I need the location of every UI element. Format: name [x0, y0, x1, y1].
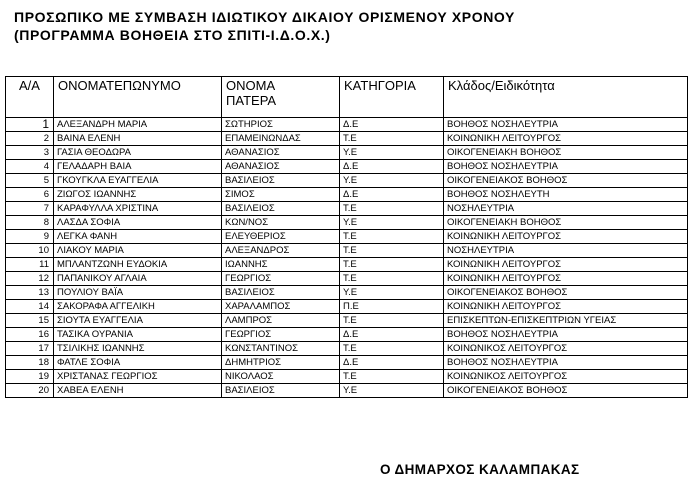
cell-name: ΧΑΒΕΑ ΕΛΕΝΗ: [54, 384, 222, 398]
cell-specialty: ΟΙΚΟΓΕΝΕΙΑΚΟΣ ΒΟΗΘΟΣ: [444, 174, 688, 188]
cell-father: ΚΩΝ/ΝΟΣ: [222, 216, 340, 230]
table-row: [6, 118, 688, 132]
cell-aa: 13: [6, 286, 54, 300]
cell-father: ΓΕΩΡΓΙΟΣ: [222, 328, 340, 342]
cell-father: ΣΩΤΗΡΙΟΣ: [222, 118, 340, 132]
cell-aa: 6: [6, 188, 54, 202]
cell-name: ΤΣΙΛΙΚΗΣ ΙΩΑΝΝΗΣ: [54, 342, 222, 356]
header-row: [6, 77, 688, 118]
cell-aa: 14: [6, 300, 54, 314]
cell-aa: 8: [6, 216, 54, 230]
cell-category: Υ.Ε: [340, 286, 444, 300]
cell-father: ΔΗΜΗΤΡΙΟΣ: [222, 356, 340, 370]
cell-aa: 15: [6, 314, 54, 328]
cell-category: Τ.Ε: [340, 370, 444, 384]
cell-category: Υ.Ε: [340, 384, 444, 398]
cell-specialty: ΚΟΙΝΩΝΙΚΟΣ ΛΕΙΤΟΥΡΓΟΣ: [444, 342, 688, 356]
cell-father: ΓΕΩΡΓΙΟΣ: [222, 272, 340, 286]
cell-specialty: ΚΟΙΝΩΝΙΚΗ ΛΕΙΤΟΥΡΓΟΣ: [444, 132, 688, 146]
header-father: [222, 77, 340, 118]
cell-category: Υ.Ε: [340, 146, 444, 160]
staff-table: [5, 76, 688, 398]
table-row: [6, 300, 688, 314]
header-aa: Α/Α: [6, 77, 54, 118]
header-father-line-2: ΠΑΤΕΡΑ: [226, 93, 277, 108]
cell-specialty: ΟΙΚΟΓΕΝΕΙΑΚΟΣ ΒΟΗΘΟΣ: [444, 286, 688, 300]
cell-name: ΧΡΙΣΤΑΝΑΣ ΓΕΩΡΓΙΟΣ: [54, 370, 222, 384]
table-row: [6, 384, 688, 398]
cell-name: ΠΑΠΑΝΙΚΟΥ ΑΓΛΑΙΑ: [54, 272, 222, 286]
cell-name: ΣΑΚΟΡΑΦΑ ΑΓΓΕΛΙΚΗ: [54, 300, 222, 314]
table-row: [6, 272, 688, 286]
table-row: [6, 342, 688, 356]
title-line-2: (ΠΡΟΓΡΑΜΜΑ ΒΟΗΘΕΙΑ ΣΤΟ ΣΠΙΤΙ-Ι.Δ.Ο.Χ.): [14, 27, 331, 43]
table-row: [6, 258, 688, 272]
cell-aa: 3: [6, 146, 54, 160]
table-row: [6, 244, 688, 258]
cell-father: ΑΘΑΝΑΣΙΟΣ: [222, 146, 340, 160]
cell-name: ΛΕΓΚΑ ΦΑΝΗ: [54, 230, 222, 244]
cell-aa: 9: [6, 230, 54, 244]
cell-father: ΑΘΑΝΑΣΙΟΣ: [222, 160, 340, 174]
cell-category: Τ.Ε: [340, 258, 444, 272]
cell-father: ΙΩΑΝΝΗΣ: [222, 258, 340, 272]
table-row: [6, 202, 688, 216]
cell-father: ΛΑΜΠΡΟΣ: [222, 314, 340, 328]
table-body: [6, 118, 688, 398]
cell-name: ΑΛΕΞΑΝΔΡΗ ΜΑΡΙΑ: [54, 118, 222, 132]
table-row: [6, 216, 688, 230]
cell-category: Δ.Ε: [340, 356, 444, 370]
table-row: [6, 230, 688, 244]
table-row: [6, 370, 688, 384]
cell-category: Τ.Ε: [340, 314, 444, 328]
cell-specialty: ΒΟΗΘΟΣ ΝΟΣΗΛΕΥΤΡΙΑ: [444, 160, 688, 174]
cell-category: Τ.Ε: [340, 342, 444, 356]
cell-category: Τ.Ε: [340, 202, 444, 216]
cell-specialty: ΚΟΙΝΩΝΙΚΗ ΛΕΙΤΟΥΡΓΟΣ: [444, 258, 688, 272]
cell-name: ΜΠΛΑΝΤΖΩΝΗ ΕΥΔΟΚΙΑ: [54, 258, 222, 272]
cell-specialty: ΕΠΙΣΚΕΠΤΩΝ-ΕΠΙΣΚΕΠΤΡΙΩΝ ΥΓΕΙΑΣ: [444, 314, 688, 328]
cell-specialty: ΒΟΗΘΟΣ ΝΟΣΗΛΕΥΤΡΙΑ: [444, 328, 688, 342]
cell-father: ΚΩΝΣΤΑΝΤΙΝΟΣ: [222, 342, 340, 356]
cell-name: ΒΑΙΝΑ ΕΛΕΝΗ: [54, 132, 222, 146]
mayor-signature-line: Ο ΔΗΜΑΡΧΟΣ ΚΑΛΑΜΠΑΚΑΣ: [380, 462, 580, 477]
cell-specialty: ΚΟΙΝΩΝΙΚΗ ΛΕΙΤΟΥΡΓΟΣ: [444, 300, 688, 314]
table-row: [6, 356, 688, 370]
cell-specialty: ΒΟΗΘΟΣ ΝΟΣΗΛΕΥΤΗ: [444, 188, 688, 202]
cell-aa: 11: [6, 258, 54, 272]
table-row: [6, 160, 688, 174]
cell-aa: 2: [6, 132, 54, 146]
cell-aa: 16: [6, 328, 54, 342]
cell-aa: 1: [6, 118, 54, 132]
cell-name: ΛΑΣΔΑ ΣΟΦΙΑ: [54, 216, 222, 230]
cell-father: ΒΑΣΙΛΕΙΟΣ: [222, 174, 340, 188]
table-row: [6, 146, 688, 160]
cell-father: ΕΠΑΜΕΙΝΩΝΔΑΣ: [222, 132, 340, 146]
table-row: [6, 314, 688, 328]
table-header: [6, 77, 688, 118]
cell-category: Τ.Ε: [340, 244, 444, 258]
cell-father: ΕΛΕΥΘΕΡΙΟΣ: [222, 230, 340, 244]
cell-category: Δ.Ε: [340, 188, 444, 202]
cell-category: Δ.Ε: [340, 328, 444, 342]
cell-category: Τ.Ε: [340, 272, 444, 286]
cell-name: ΓΕΛΑΔΑΡΗ ΒΑΙΑ: [54, 160, 222, 174]
cell-specialty: ΝΟΣΗΛΕΥΤΡΙΑ: [444, 202, 688, 216]
cell-aa: 10: [6, 244, 54, 258]
document-title: [14, 8, 515, 44]
cell-aa: 18: [6, 356, 54, 370]
cell-name: ΚΑΡΑΦΥΛΛΑ ΧΡΙΣΤΙΝΑ: [54, 202, 222, 216]
cell-specialty: ΝΟΣΗΛΕΥΤΡΙΑ: [444, 244, 688, 258]
title-line-1: ΠΡΟΣΩΠΙΚΟ ΜΕ ΣΥΜΒΑΣΗ ΙΔΙΩΤΙΚΟΥ ΔΙΚΑΙΟΥ ΟΡΙΣΜΕΝΟΥ ΧΡΟΝΟΥ: [14, 9, 515, 25]
cell-father: ΒΑΣΙΛΕΙΟΣ: [222, 286, 340, 300]
cell-specialty: ΟΙΚΟΓΕΝΕΙΑΚΗ ΒΟΗΘΟΣ: [444, 216, 688, 230]
cell-category: Π.Ε: [340, 300, 444, 314]
cell-father: ΣΙΜΟΣ: [222, 188, 340, 202]
cell-name: ΤΑΣΙΚΑ ΟΥΡΑΝΙΑ: [54, 328, 222, 342]
cell-name: ΓΚΟΥΓΚΛΑ ΕΥΑΓΓΕΛΙΑ: [54, 174, 222, 188]
header-category: ΚΑΤΗΓΟΡΙΑ: [340, 77, 444, 118]
cell-name: ΓΑΣΙΑ ΘΕΟΔΩΡΑ: [54, 146, 222, 160]
cell-father: ΑΛΕΞΑΝΔΡΟΣ: [222, 244, 340, 258]
cell-name: ΦΑΤΛΕ ΣΟΦΙΑ: [54, 356, 222, 370]
cell-name: ΣΙΟΥΤΑ ΕΥΑΓΓΕΛΙΑ: [54, 314, 222, 328]
cell-father: ΒΑΣΙΛΕΙΟΣ: [222, 384, 340, 398]
header-specialty: Κλάδος/Ειδικότητα: [444, 77, 688, 118]
cell-father: ΒΑΣΙΛΕΙΟΣ: [222, 202, 340, 216]
table-row: [6, 286, 688, 300]
cell-specialty: ΚΟΙΝΩΝΙΚΗ ΛΕΙΤΟΥΡΓΟΣ: [444, 272, 688, 286]
cell-category: Υ.Ε: [340, 174, 444, 188]
cell-category: Δ.Ε: [340, 160, 444, 174]
cell-specialty: ΚΟΙΝΩΝΙΚΗ ΛΕΙΤΟΥΡΓΟΣ: [444, 230, 688, 244]
cell-specialty: ΟΙΚΟΓΕΝΕΙΑΚΗ ΒΟΗΘΟΣ: [444, 146, 688, 160]
cell-aa: 5: [6, 174, 54, 188]
cell-name: ΠΟΥΛΙΟΥ ΒΑΪΑ: [54, 286, 222, 300]
header-name: ΟΝΟΜΑΤΕΠΩΝΥΜΟ: [54, 77, 222, 118]
cell-aa: 4: [6, 160, 54, 174]
cell-specialty: ΒΟΗΘΟΣ ΝΟΣΗΛΕΥΤΡΙΑ: [444, 356, 688, 370]
cell-aa: 20: [6, 384, 54, 398]
cell-specialty: ΚΟΙΝΩΝΙΚΟΣ ΛΕΙΤΟΥΡΓΟΣ: [444, 370, 688, 384]
table-row: [6, 328, 688, 342]
cell-aa: 17: [6, 342, 54, 356]
cell-name: ΛΙΑΚΟΥ ΜΑΡΙΑ: [54, 244, 222, 258]
cell-category: Υ.Ε: [340, 216, 444, 230]
cell-aa: 12: [6, 272, 54, 286]
cell-specialty: ΒΟΗΘΟΣ ΝΟΣΗΛΕΥΤΡΙΑ: [444, 118, 688, 132]
cell-name: ΖΙΩΓΟΣ ΙΩΑΝΝΗΣ: [54, 188, 222, 202]
cell-specialty: ΟΙΚΟΓΕΝΕΙΑΚΟΣ ΒΟΗΘΟΣ: [444, 384, 688, 398]
cell-category: Τ.Ε: [340, 230, 444, 244]
table-row: [6, 188, 688, 202]
cell-aa: 19: [6, 370, 54, 384]
cell-father: ΝΙΚΟΛΑΟΣ: [222, 370, 340, 384]
cell-category: Δ.Ε: [340, 118, 444, 132]
cell-father: ΧΑΡΑΛΑΜΠΟΣ: [222, 300, 340, 314]
table-row: [6, 174, 688, 188]
cell-aa: 7: [6, 202, 54, 216]
table-row: [6, 132, 688, 146]
cell-category: Τ.Ε: [340, 132, 444, 146]
header-father-line-1: ΟΝΟΜΑ: [226, 78, 276, 93]
